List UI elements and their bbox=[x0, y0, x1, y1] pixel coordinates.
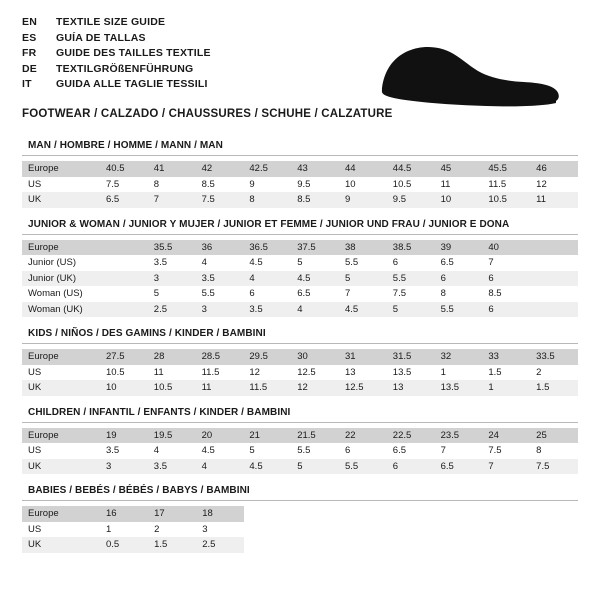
table-row bbox=[22, 177, 578, 193]
table-row bbox=[22, 365, 578, 381]
cell: 20 bbox=[196, 428, 244, 444]
row-label: Junior (US) bbox=[22, 255, 100, 271]
cell: 39 bbox=[435, 240, 483, 256]
row-label: UK bbox=[22, 192, 100, 208]
row-label: UK bbox=[22, 459, 100, 475]
document-header bbox=[22, 16, 578, 120]
cell: 11 bbox=[435, 177, 483, 193]
table-row bbox=[22, 255, 578, 271]
block-title: JUNIOR & WOMAN / JUNIOR Y MUJER / JUNIOR ET FEMME / JUNIOR UND FRAU / JUNIOR E DONA bbox=[28, 218, 510, 230]
cell: 4 bbox=[196, 459, 244, 475]
cell: 12 bbox=[291, 380, 339, 396]
cell: 9 bbox=[243, 177, 291, 193]
language-row bbox=[22, 32, 211, 48]
cell bbox=[530, 271, 578, 287]
divider bbox=[22, 343, 578, 344]
cell: 16 bbox=[100, 506, 148, 522]
cell: 13.5 bbox=[435, 380, 483, 396]
row-label: Europe bbox=[22, 161, 100, 177]
cell: 45.5 bbox=[482, 161, 530, 177]
cell: 1.5 bbox=[530, 380, 578, 396]
row-label: Junior (UK) bbox=[22, 271, 100, 287]
cell: 31 bbox=[339, 349, 387, 365]
cell: 10.5 bbox=[387, 177, 435, 193]
language-code: EN bbox=[22, 16, 37, 28]
language-title: TEXTILGRÖßENFÜHRUNG bbox=[56, 62, 194, 75]
cell: 5 bbox=[148, 286, 196, 302]
size-block-kids bbox=[22, 328, 578, 396]
cell: 8 bbox=[530, 443, 578, 459]
language-code: FR bbox=[22, 47, 37, 59]
cell: 6.5 bbox=[435, 459, 483, 475]
language-title: GUÍA DE TALLAS bbox=[56, 31, 146, 44]
cell: 7 bbox=[482, 459, 530, 475]
cell: 35.5 bbox=[148, 240, 196, 256]
cell: 8 bbox=[435, 286, 483, 302]
cell: 19.5 bbox=[148, 428, 196, 444]
cell: 5 bbox=[291, 459, 339, 475]
cell: 10.5 bbox=[100, 365, 148, 381]
block-title: BABIES / BEBÉS / BÉBÉS / BABYS / BAMBINI bbox=[28, 485, 250, 496]
cell: 32 bbox=[435, 349, 483, 365]
language-title: TEXTILE SIZE GUIDE bbox=[56, 16, 166, 28]
cell: 11 bbox=[196, 380, 244, 396]
cell: 5.5 bbox=[339, 255, 387, 271]
cell: 11.5 bbox=[243, 380, 291, 396]
cell: 10 bbox=[339, 177, 387, 193]
cell: 6 bbox=[387, 459, 435, 475]
cell: 38 bbox=[339, 240, 387, 256]
cell: 31.5 bbox=[387, 349, 435, 365]
cell: 21.5 bbox=[291, 428, 339, 444]
language-title: GUIDA ALLE TAGLIE TESSILI bbox=[56, 78, 208, 90]
language-title-list bbox=[22, 16, 211, 94]
cell: 36 bbox=[196, 240, 244, 256]
cell: 7.5 bbox=[482, 443, 530, 459]
size-table bbox=[22, 349, 578, 396]
cell: 9.5 bbox=[291, 177, 339, 193]
cell: 33.5 bbox=[530, 349, 578, 365]
table-row bbox=[22, 443, 578, 459]
cell: 6.5 bbox=[291, 286, 339, 302]
table-row bbox=[22, 240, 578, 256]
cell: 8.5 bbox=[291, 192, 339, 208]
language-code: IT bbox=[22, 78, 32, 90]
cell: 19 bbox=[100, 428, 148, 444]
size-table bbox=[22, 506, 244, 553]
cell: 3.5 bbox=[243, 302, 291, 318]
cell: 3.5 bbox=[100, 443, 148, 459]
cell: 5 bbox=[243, 443, 291, 459]
cell: 1.5 bbox=[482, 365, 530, 381]
cell: 8 bbox=[243, 192, 291, 208]
cell: 2.5 bbox=[148, 302, 196, 318]
table-row bbox=[22, 537, 244, 553]
cell: 44.5 bbox=[387, 161, 435, 177]
size-block-man bbox=[22, 140, 578, 208]
cell: 8.5 bbox=[482, 286, 530, 302]
language-row bbox=[22, 63, 211, 79]
cell: 1 bbox=[435, 365, 483, 381]
cell bbox=[530, 255, 578, 271]
cell: 3 bbox=[100, 459, 148, 475]
size-block-babies bbox=[22, 485, 578, 553]
cell: 33 bbox=[482, 349, 530, 365]
row-label: Europe bbox=[22, 349, 100, 365]
cell: 45 bbox=[435, 161, 483, 177]
cell: 38.5 bbox=[387, 240, 435, 256]
cell: 18 bbox=[196, 506, 244, 522]
language-code: ES bbox=[22, 31, 37, 44]
row-label: US bbox=[22, 443, 100, 459]
cell: 9.5 bbox=[387, 192, 435, 208]
row-label: Europe bbox=[22, 240, 100, 256]
cell: 6.5 bbox=[100, 192, 148, 208]
cell: 40.5 bbox=[100, 161, 148, 177]
cell: 29.5 bbox=[243, 349, 291, 365]
cell bbox=[100, 302, 148, 318]
cell: 13 bbox=[339, 365, 387, 381]
cell: 5 bbox=[387, 302, 435, 318]
cell: 3 bbox=[148, 271, 196, 287]
cell: 10.5 bbox=[482, 192, 530, 208]
row-label: Woman (UK) bbox=[22, 302, 100, 318]
cell: 1 bbox=[100, 522, 148, 538]
cell: 5.5 bbox=[435, 302, 483, 318]
divider bbox=[22, 422, 578, 423]
cell: 3.5 bbox=[148, 255, 196, 271]
cell: 11 bbox=[530, 192, 578, 208]
cell: 12 bbox=[530, 177, 578, 193]
category-title: FOOTWEAR / CALZADO / CHAUSSURES / SCHUHE / CALZATURE bbox=[22, 107, 393, 120]
cell: 4 bbox=[196, 255, 244, 271]
table-row bbox=[22, 192, 578, 208]
cell: 7 bbox=[148, 192, 196, 208]
cell: 6 bbox=[339, 443, 387, 459]
cell: 2 bbox=[530, 365, 578, 381]
cell: 40 bbox=[482, 240, 530, 256]
cell: 1.5 bbox=[148, 537, 196, 553]
cell: 0.5 bbox=[100, 537, 148, 553]
cell: 7.5 bbox=[530, 459, 578, 475]
cell: 5.5 bbox=[339, 459, 387, 475]
cell: 6 bbox=[387, 255, 435, 271]
cell: 1 bbox=[482, 380, 530, 396]
table-row bbox=[22, 271, 578, 287]
table-row bbox=[22, 428, 578, 444]
divider bbox=[22, 500, 578, 501]
cell bbox=[530, 240, 578, 256]
language-row bbox=[22, 47, 211, 63]
row-label: US bbox=[22, 522, 100, 538]
cell: 42.5 bbox=[243, 161, 291, 177]
cell bbox=[100, 286, 148, 302]
cell bbox=[100, 240, 148, 256]
cell: 2.5 bbox=[196, 537, 244, 553]
block-title: CHILDREN / INFANTIL / ENFANTS / KINDER / BAMBINI bbox=[28, 406, 291, 418]
row-label: UK bbox=[22, 380, 100, 396]
cell: 12.5 bbox=[291, 365, 339, 381]
divider bbox=[22, 155, 578, 156]
table-row bbox=[22, 302, 578, 318]
language-code: DE bbox=[22, 62, 37, 75]
divider bbox=[22, 234, 578, 235]
table-row bbox=[22, 459, 578, 475]
cell: 23.5 bbox=[435, 428, 483, 444]
cell: 10 bbox=[435, 192, 483, 208]
table-row bbox=[22, 286, 578, 302]
table-row bbox=[22, 380, 578, 396]
cell: 7.5 bbox=[196, 192, 244, 208]
block-title: MAN / HOMBRE / HOMME / MANN / MAN bbox=[28, 140, 223, 151]
cell bbox=[100, 271, 148, 287]
cell: 28 bbox=[148, 349, 196, 365]
cell: 12 bbox=[243, 365, 291, 381]
dress-shoe-icon bbox=[368, 38, 568, 110]
cell: 7.5 bbox=[387, 286, 435, 302]
cell: 7 bbox=[339, 286, 387, 302]
cell: 24 bbox=[482, 428, 530, 444]
cell: 27.5 bbox=[100, 349, 148, 365]
cell: 44 bbox=[339, 161, 387, 177]
size-table bbox=[22, 428, 578, 475]
language-row bbox=[22, 78, 211, 94]
cell: 10.5 bbox=[148, 380, 196, 396]
cell: 6 bbox=[243, 286, 291, 302]
cell: 21 bbox=[243, 428, 291, 444]
cell: 4 bbox=[148, 443, 196, 459]
cell: 42 bbox=[196, 161, 244, 177]
cell: 6 bbox=[435, 271, 483, 287]
cell: 4 bbox=[243, 271, 291, 287]
cell: 12.5 bbox=[339, 380, 387, 396]
cell: 7.5 bbox=[100, 177, 148, 193]
cell: 8 bbox=[148, 177, 196, 193]
cell bbox=[100, 255, 148, 271]
cell: 6.5 bbox=[435, 255, 483, 271]
row-label: US bbox=[22, 177, 100, 193]
size-blocks bbox=[22, 140, 578, 553]
cell: 3.5 bbox=[196, 271, 244, 287]
cell: 7 bbox=[435, 443, 483, 459]
cell: 7 bbox=[482, 255, 530, 271]
cell: 3 bbox=[196, 522, 244, 538]
size-block-junior-woman bbox=[22, 219, 578, 318]
size-block-children bbox=[22, 407, 578, 475]
cell: 4.5 bbox=[243, 459, 291, 475]
cell: 28.5 bbox=[196, 349, 244, 365]
size-table bbox=[22, 240, 578, 318]
cell: 13 bbox=[387, 380, 435, 396]
cell: 17 bbox=[148, 506, 196, 522]
cell: 5.5 bbox=[196, 286, 244, 302]
row-label: Europe bbox=[22, 428, 100, 444]
cell: 36.5 bbox=[243, 240, 291, 256]
table-row bbox=[22, 349, 578, 365]
size-table bbox=[22, 161, 578, 208]
cell: 5 bbox=[291, 255, 339, 271]
cell: 22.5 bbox=[387, 428, 435, 444]
cell: 37.5 bbox=[291, 240, 339, 256]
cell: 10 bbox=[100, 380, 148, 396]
cell: 4.5 bbox=[196, 443, 244, 459]
cell: 2 bbox=[148, 522, 196, 538]
table-row bbox=[22, 161, 578, 177]
cell: 4.5 bbox=[291, 271, 339, 287]
cell: 6 bbox=[482, 271, 530, 287]
cell: 5.5 bbox=[291, 443, 339, 459]
row-label: UK bbox=[22, 537, 100, 553]
cell: 3 bbox=[196, 302, 244, 318]
cell: 11.5 bbox=[482, 177, 530, 193]
cell: 13.5 bbox=[387, 365, 435, 381]
cell: 6.5 bbox=[387, 443, 435, 459]
language-title: GUIDE DES TAILLES TEXTILE bbox=[56, 47, 211, 59]
language-row bbox=[22, 16, 211, 32]
row-label: US bbox=[22, 365, 100, 381]
cell: 30 bbox=[291, 349, 339, 365]
table-row bbox=[22, 506, 244, 522]
cell: 41 bbox=[148, 161, 196, 177]
table-row bbox=[22, 522, 244, 538]
row-label: Europe bbox=[22, 506, 100, 522]
cell: 3.5 bbox=[148, 459, 196, 475]
cell: 8.5 bbox=[196, 177, 244, 193]
cell: 4.5 bbox=[339, 302, 387, 318]
cell: 11 bbox=[148, 365, 196, 381]
cell: 4 bbox=[291, 302, 339, 318]
cell bbox=[530, 302, 578, 318]
cell: 25 bbox=[530, 428, 578, 444]
cell bbox=[530, 286, 578, 302]
cell: 46 bbox=[530, 161, 578, 177]
row-label: Woman (US) bbox=[22, 286, 100, 302]
block-title: KIDS / NIÑOS / DES GAMINS / KINDER / BAMBINI bbox=[28, 328, 266, 339]
cell: 43 bbox=[291, 161, 339, 177]
cell: 4.5 bbox=[243, 255, 291, 271]
cell: 9 bbox=[339, 192, 387, 208]
cell: 5.5 bbox=[387, 271, 435, 287]
cell: 5 bbox=[339, 271, 387, 287]
cell: 6 bbox=[482, 302, 530, 318]
cell: 22 bbox=[339, 428, 387, 444]
cell: 11.5 bbox=[196, 365, 244, 381]
